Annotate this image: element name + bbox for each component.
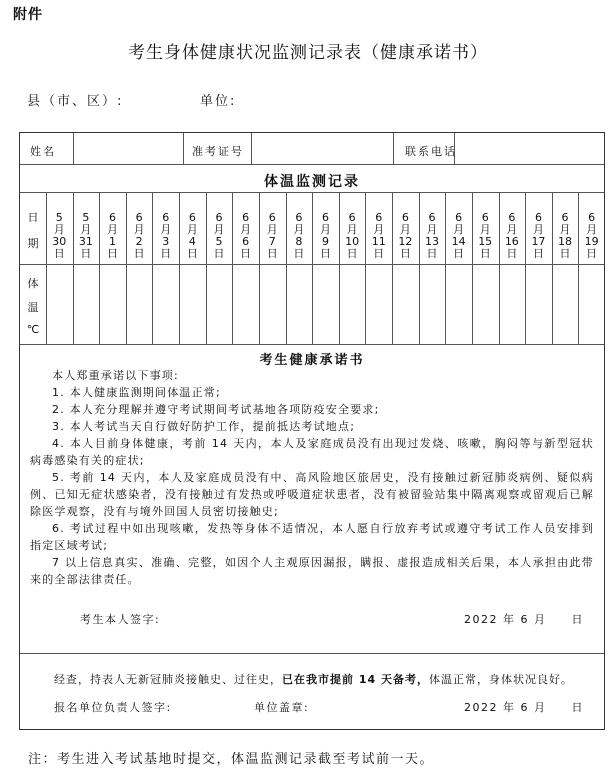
temperature-input-cell[interactable] xyxy=(180,265,206,344)
date-part-unit-m: 月 xyxy=(346,223,358,236)
unit-label: 单位: xyxy=(200,94,237,109)
date-part-month: 6 xyxy=(534,211,542,224)
date-part-unit-d: 日 xyxy=(559,247,571,260)
temperature-input-cell[interactable] xyxy=(153,265,179,344)
date-part-unit-m: 月 xyxy=(160,223,172,236)
temperature-input-cell[interactable] xyxy=(47,265,73,344)
pledge-body xyxy=(30,367,594,588)
date-part-month: 6 xyxy=(401,211,409,224)
date-part-unit-d: 日 xyxy=(133,247,145,260)
date-part-unit-d: 日 xyxy=(346,247,358,260)
date-part-unit-m: 月 xyxy=(373,223,385,236)
temperature-input-cell[interactable] xyxy=(473,265,499,344)
date-part-month: 6 xyxy=(588,211,596,224)
temperature-input-cell[interactable] xyxy=(207,265,233,344)
date-part-unit-d: 日 xyxy=(586,247,598,260)
temp-label-char: 温 xyxy=(27,301,39,314)
temperature-input-cell[interactable] xyxy=(287,265,313,344)
date-part-month: 5 xyxy=(55,211,63,224)
date-part-unit-m: 月 xyxy=(213,223,225,236)
date-header-cell xyxy=(312,200,339,272)
date-part-month: 6 xyxy=(561,211,569,224)
date-part-month: 6 xyxy=(321,211,329,224)
date-part-day: 13 xyxy=(424,235,439,248)
date-part-month: 5 xyxy=(82,211,90,224)
date-header-cell xyxy=(73,200,100,272)
date-part-unit-m: 月 xyxy=(532,223,544,236)
temperature-input-cell[interactable] xyxy=(420,265,446,344)
date-part-day: 14 xyxy=(451,235,466,248)
health-record-form xyxy=(19,132,605,730)
date-part-day: 7 xyxy=(268,235,276,248)
footnote: 注：考生进入考试基地时提交，体温监测记录截至考试前一天。 xyxy=(28,752,435,767)
pledge-intro: 本人郑重承诺以下事项: xyxy=(52,369,179,382)
pledge-item: 7 以上信息真实、准确、完整，如因个人主观原因漏报，瞒报、虚报造成相关后果，本人承担由此带来的全部法律责任。 xyxy=(30,556,594,586)
pledge-item: 5. 考前 14 天内，本人及家庭成员没有中、高风险地区旅居史，没有接触过新冠肺炎病例、疑似病例、已知无症状感染者，没有接触过有发热或呼吸道症状患者，没有被留验站集中隔离观察或留观后已解除医学观察，没有与境外回国人员密切接触史; xyxy=(30,471,594,518)
date-part-month: 6 xyxy=(188,211,196,224)
date-part-unit-m: 月 xyxy=(453,223,465,236)
exam-id-label: 准考证号 xyxy=(192,145,244,158)
date-part-month: 6 xyxy=(242,211,250,224)
date-part-month: 6 xyxy=(215,211,223,224)
date-part-month: 6 xyxy=(455,211,463,224)
date-part-unit-m: 月 xyxy=(506,223,518,236)
phone-field[interactable] xyxy=(455,133,605,165)
date-part-month: 6 xyxy=(109,211,117,224)
date-header-cell xyxy=(578,200,605,272)
date-part-unit-d: 日 xyxy=(453,247,465,260)
date-header-cell xyxy=(525,200,552,272)
date-part-day: 12 xyxy=(398,235,413,248)
date-part-day: 3 xyxy=(162,235,170,248)
temperature-row-label xyxy=(20,275,46,336)
verification-text-bold: 已在我市提前 14 天备考， xyxy=(282,673,429,686)
temperature-input-cell[interactable] xyxy=(340,265,366,344)
temperature-input-cell[interactable] xyxy=(553,265,579,344)
date-header-cell xyxy=(99,200,126,272)
phone-label: 联系电话 xyxy=(405,145,457,158)
date-part-month: 6 xyxy=(268,211,276,224)
pledge-item: 6. 考试过程中如出现咳嗽，发热等身体不适情况，本人愿自行放弃考试或遵守考试工作人员安排到指定区域考试; xyxy=(30,522,594,552)
date-header-cell xyxy=(46,200,73,272)
date-header-cell xyxy=(126,200,153,272)
page-title: 考生身体健康状况监测记录表（健康承诺书） xyxy=(128,43,488,63)
temperature-input-cell[interactable] xyxy=(74,265,100,344)
celsius-unit: ℃ xyxy=(26,323,40,336)
temperature-input-cell[interactable] xyxy=(313,265,339,344)
date-part-month: 6 xyxy=(348,211,356,224)
date-part-month: 6 xyxy=(162,211,170,224)
temperature-input-cell[interactable] xyxy=(579,265,605,344)
date-row-label xyxy=(20,209,46,251)
temperature-input-cell[interactable] xyxy=(526,265,552,344)
county-label: 县（市、区）: xyxy=(27,94,124,109)
date-part-unit-m: 月 xyxy=(186,223,198,236)
date-part-unit-d: 日 xyxy=(426,247,438,260)
date-part-unit-m: 月 xyxy=(559,223,571,236)
date-part-unit-m: 月 xyxy=(586,223,598,236)
candidate-signature-label: 考生本人签字: xyxy=(80,613,161,626)
date-part-unit-d: 日 xyxy=(266,247,278,260)
date-part-month: 6 xyxy=(135,211,143,224)
temperature-input-cell[interactable] xyxy=(233,265,259,344)
date-header-cell xyxy=(392,200,419,272)
date-part-day: 2 xyxy=(135,235,143,248)
date-part-unit-m: 月 xyxy=(426,223,438,236)
name-label: 姓名 xyxy=(30,145,56,158)
date-part-day: 17 xyxy=(531,235,546,248)
date-part-unit-d: 日 xyxy=(479,247,491,260)
date-part-day: 31 xyxy=(78,235,93,248)
date-part-unit-d: 日 xyxy=(293,247,305,260)
date-part-month: 6 xyxy=(508,211,516,224)
date-header-cell xyxy=(499,200,526,272)
pledge-item: 3. 本人考试当天自行做好防护工作，提前抵达考试地点; xyxy=(52,420,356,433)
date-part-day: 18 xyxy=(558,235,573,248)
date-header-cell xyxy=(206,200,233,272)
date-part-unit-m: 月 xyxy=(266,223,278,236)
pledge-item: 4. 本人目前身体健康，考前 14 天内，本人及家庭成员没有出现过发烧、咳嗽，胸闷等与新型冠状病毒感染有关的症状; xyxy=(30,437,594,467)
temperature-input-cell[interactable] xyxy=(260,265,286,344)
date-part-unit-m: 月 xyxy=(319,223,331,236)
divider xyxy=(20,164,604,165)
date-part-unit-d: 日 xyxy=(506,247,518,260)
date-part-day: 8 xyxy=(295,235,303,248)
date-header-cell xyxy=(472,200,499,272)
date-part-unit-m: 月 xyxy=(53,223,65,236)
date-part-unit-d: 日 xyxy=(532,247,544,260)
date-part-unit-d: 日 xyxy=(160,247,172,260)
divider xyxy=(393,133,394,165)
temperature-input-cell[interactable] xyxy=(100,265,126,344)
date-part-unit-m: 月 xyxy=(240,223,252,236)
date-header-cell xyxy=(179,200,206,272)
date-label-char: 日 xyxy=(27,211,39,224)
verification-text-normal: 体温正常，身体状况良好。 xyxy=(428,673,573,686)
date-header-cell xyxy=(365,200,392,272)
pledge-item: 2. 本人充分理解并遵守考试期间考试基地各项防疫安全要求; xyxy=(52,403,380,416)
date-part-unit-d: 日 xyxy=(319,247,331,260)
date-part-unit-d: 日 xyxy=(107,247,119,260)
date-part-unit-d: 日 xyxy=(80,247,92,260)
temp-label-char: 体 xyxy=(27,277,39,290)
date-part-month: 6 xyxy=(375,211,383,224)
date-part-unit-d: 日 xyxy=(399,247,411,260)
date-header-cell xyxy=(152,200,179,272)
divider xyxy=(20,653,604,654)
verification-text-normal: 经查，持表人无新冠肺炎接触史、过往史， xyxy=(54,673,282,686)
temperature-input-cell[interactable] xyxy=(366,265,392,344)
date-part-unit-m: 月 xyxy=(133,223,145,236)
date-part-unit-d: 日 xyxy=(53,247,65,260)
date-part-day: 15 xyxy=(478,235,493,248)
pledge-item: 1. 本人健康监测期间体温正常; xyxy=(52,386,221,399)
date-part-day: 1 xyxy=(109,235,117,248)
date-part-month: 6 xyxy=(295,211,303,224)
date-part-day: 16 xyxy=(504,235,519,248)
date-part-unit-m: 月 xyxy=(107,223,119,236)
date-part-unit-m: 月 xyxy=(399,223,411,236)
temperature-input-cell[interactable] xyxy=(446,265,472,344)
verification-date: 2022 年 6 月 日 xyxy=(464,701,584,714)
divider xyxy=(183,133,184,165)
date-part-unit-m: 月 xyxy=(293,223,305,236)
date-part-unit-d: 日 xyxy=(186,247,198,260)
date-label-char: 期 xyxy=(27,237,39,250)
date-part-day: 11 xyxy=(371,235,386,248)
date-header-cell xyxy=(259,200,286,272)
date-header-cell xyxy=(552,200,579,272)
date-part-unit-m: 月 xyxy=(479,223,491,236)
date-part-day: 9 xyxy=(321,235,329,248)
date-part-unit-m: 月 xyxy=(80,223,92,236)
attachment-label: 附件 xyxy=(13,7,43,23)
date-part-month: 6 xyxy=(428,211,436,224)
date-part-day: 4 xyxy=(188,235,196,248)
date-part-day: 30 xyxy=(52,235,67,248)
date-header-cell xyxy=(232,200,259,272)
date-part-day: 6 xyxy=(242,235,250,248)
responsible-signature-label: 报名单位负责人签字: xyxy=(54,701,172,714)
date-part-day: 5 xyxy=(215,235,223,248)
seal-label: 单位盖章: xyxy=(254,701,310,714)
date-part-day: 19 xyxy=(584,235,599,248)
date-part-unit-d: 日 xyxy=(373,247,385,260)
temperature-input-cell[interactable] xyxy=(500,265,526,344)
exam-id-field[interactable] xyxy=(252,133,392,165)
date-header-cell xyxy=(339,200,366,272)
verification-text xyxy=(54,671,573,687)
date-part-unit-d: 日 xyxy=(240,247,252,260)
pledge-title: 考生健康承诺书 xyxy=(259,353,365,368)
date-part-month: 6 xyxy=(481,211,489,224)
date-header-cell xyxy=(419,200,446,272)
date-part-day: 10 xyxy=(345,235,360,248)
date-header-cell xyxy=(286,200,313,272)
candidate-signature-date: 2022 年 6 月 日 xyxy=(464,613,584,626)
date-part-unit-d: 日 xyxy=(213,247,225,260)
temperature-input-cell[interactable] xyxy=(393,265,419,344)
date-header-cell xyxy=(445,200,472,272)
temperature-section-title: 体温监测记录 xyxy=(264,174,360,190)
temperature-input-cell[interactable] xyxy=(127,265,153,344)
